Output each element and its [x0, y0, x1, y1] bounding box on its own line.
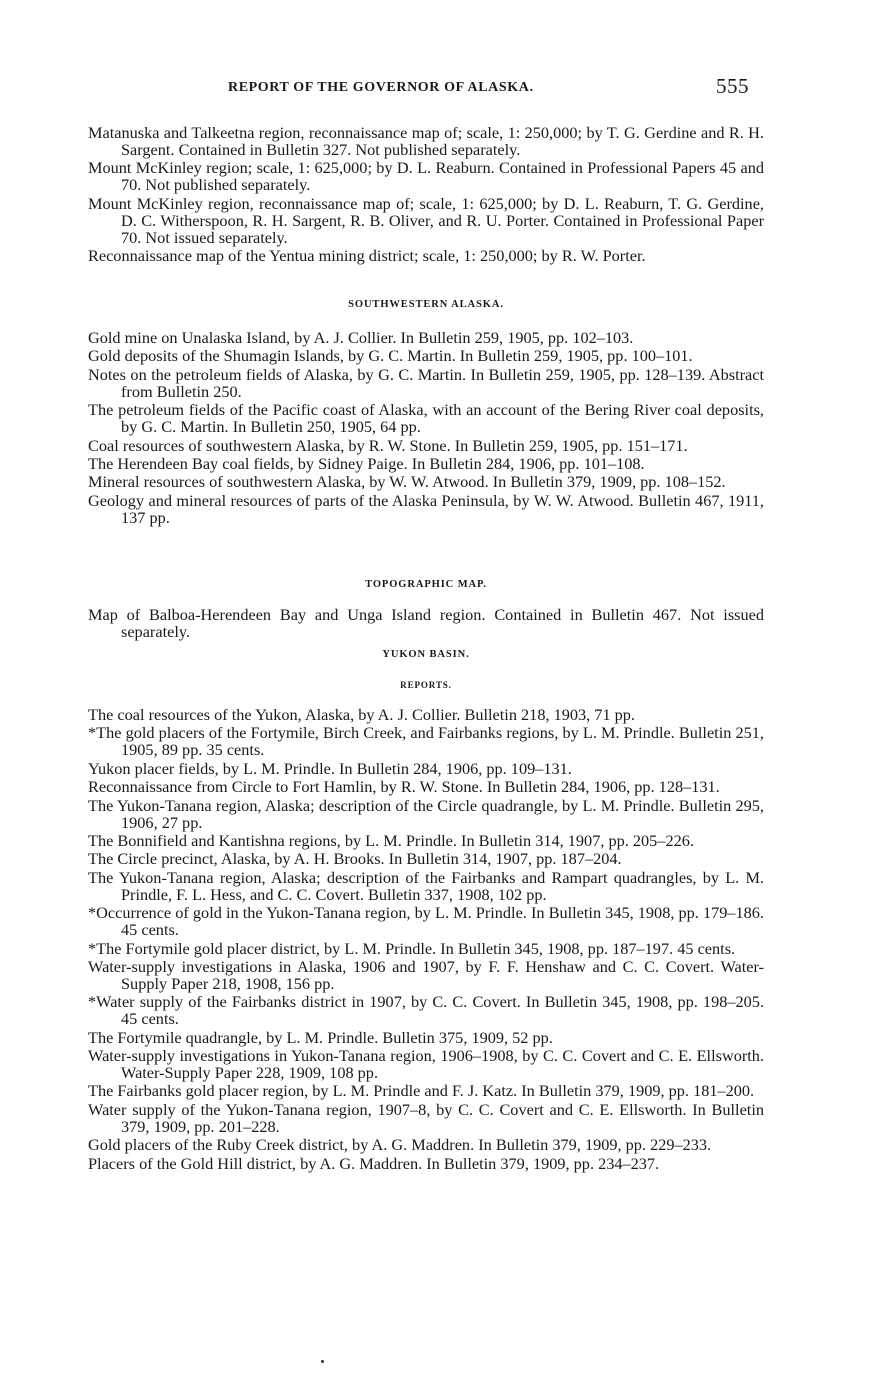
list-item: Gold placers of the Ruby Creek district, by A. G. Maddren. In Bulletin 379, 1909, pp. 229–233. [88, 1135, 712, 1155]
list-item: The Bonnifield and Kantishna regions, by L. M. Prindle. In Bulletin 314, 1907, pp. 205–226. [88, 830, 694, 850]
list-item: Mount McKinley region, reconnaissance map of; scale, 1: 625,000; by D. L. Reaburn, T. G. Gerdine, D. C. Witherspoon, R. H. Sargent, R. B. Oliver, and R. U. Porter. Contained in Professional Paper 70. Not issued separately. [88, 193, 764, 247]
section-heading-topographic: TOPOGRAPHIC MAP. [365, 579, 487, 590]
list-item: Geology and mineral resources of parts of the Alaska Peninsula, by W. W. Atwood. Bulletin 467, 1911, 137 pp. [88, 490, 764, 527]
list-item: *Occurrence of gold in the Yukon-Tanana region, by L. M. Prindle. In Bulletin 345, 1908, pp. 179–186. 45 cents. [88, 903, 764, 940]
southwestern-heading-wrap [88, 298, 764, 312]
list-item: Gold deposits of the Shumagin Islands, by G. C. Martin. In Bulletin 259, 1905, pp. 100–101. [88, 346, 693, 366]
list-item: Reconnaissance from Circle to Fort Hamlin, by R. W. Stone. In Bulletin 284, 1906, pp. 128–131. [88, 777, 720, 797]
section-subheading-reports: REPORTS. [400, 680, 452, 690]
list-item: The Circle precinct, Alaska, by A. H. Brooks. In Bulletin 314, 1907, pp. 187–204. [88, 849, 622, 869]
list-item: The Herendeen Bay coal fields, by Sidney Paige. In Bulletin 284, 1906, pp. 101–108. [88, 453, 645, 473]
list-item: *Water supply of the Fairbanks district in 1907, by C. C. Covert. In Bulletin 345, 1908, pp. 198–205. 45 cents. [88, 992, 764, 1029]
list-item: The Yukon-Tanana region, Alaska; description of the Circle quadrangle, by L. M. Prindle. Bulletin 295, 1906, 27 pp. [88, 795, 764, 832]
list-item: Coal resources of southwestern Alaska, by R. W. Stone. In Bulletin 259, 1905, pp. 151–171. [88, 435, 688, 455]
list-item: Notes on the petroleum fields of Alaska, by G. C. Martin. In Bulletin 259, 1905, pp. 128–139. Abstract from Bulletin 250. [88, 364, 764, 401]
list-item: The Yukon-Tanana region, Alaska; description of the Fairbanks and Rampart quadrangles, by L. M. Prindle, F. L. Hess, and C. C. Covert. Bulletin 337, 1908, 102 pp. [88, 867, 764, 904]
yukon-heading-wrap [88, 648, 764, 662]
list-item: Water supply of the Yukon-Tanana region, 1907–8, by C. C. Covert and C. E. Ellsworth. In Bulletin 379, 1909, pp. 201–228. [88, 1099, 764, 1136]
list-item: Reconnaissance map of the Yentua mining district; scale, 1: 250,000; by R. W. Porter. [88, 246, 646, 266]
list-item: *The gold placers of the Fortymile, Birch Creek, and Fairbanks regions, by L. M. Prindle. Bulletin 251, 1905, 89 pp. 35 cents. [88, 723, 764, 760]
list-item: Water-supply investigations in Alaska, 1906 and 1907, by F. F. Henshaw and C. C. Covert. Water-Supply Paper 218, 1908, 156 pp. [88, 956, 764, 993]
list-item: Placers of the Gold Hill district, by A. G. Maddren. In Bulletin 379, 1909, pp. 234–237. [88, 1153, 660, 1173]
list-item: Map of Balboa-Herendeen Bay and Unga Island region. Contained in Bulletin 467. Not issued separately. [88, 605, 764, 641]
list-item: The Fairbanks gold placer region, by L. M. Prindle and F. J. Katz. In Bulletin 379, 1909, pp. 181–200. [88, 1081, 755, 1101]
yukon-entries [88, 706, 764, 1173]
scan-speck [321, 1360, 324, 1363]
topographic-heading-wrap [88, 578, 764, 592]
topographic-entries [88, 606, 764, 641]
list-item: Gold mine on Unalaska Island, by A. J. Collier. In Bulletin 259, 1905, pp. 102–103. [88, 328, 634, 347]
list-item: Yukon placer fields, by L. M. Prindle. In Bulletin 284, 1906, pp. 109–131. [88, 758, 572, 778]
list-item: The Fortymile quadrangle, by L. M. Prindle. Bulletin 375, 1909, 52 pp. [88, 1027, 553, 1047]
southwestern-entries [88, 329, 764, 527]
list-item: Matanuska and Talkeetna region, reconnaissance map of; scale, 1: 250,000; by T. G. Gerdine and R. H. Sargent. Contained in Bulletin 327. Not published separately. [88, 123, 764, 159]
list-item: The petroleum fields of the Pacific coast of Alaska, with an account of the Bering River coal deposits, by G. C. Martin. In Bulletin 250, 1905, 64 pp. [88, 400, 764, 437]
list-item: Water-supply investigations in Yukon-Tanana region, 1906–1908, by C. C. Covert and C. E. Ellsworth. Water-Supply Paper 228, 1909, 108 pp. [88, 1046, 764, 1083]
page-number: 555 [716, 74, 749, 98]
list-item: Mineral resources of southwestern Alaska, by W. W. Atwood. In Bulletin 379, 1909, pp. 108–152. [88, 472, 726, 492]
section-heading-yukon: YUKON BASIN. [382, 649, 470, 660]
top-entries [88, 124, 764, 266]
list-item: The coal resources of the Yukon, Alaska, by A. J. Collier. Bulletin 218, 1903, 71 pp. [88, 705, 636, 724]
list-item: *The Fortymile gold placer district, by L. M. Prindle. In Bulletin 345, 1908, pp. 187–197. 45 cents. [88, 938, 736, 958]
list-item: Mount McKinley region; scale, 1: 625,000; by D. L. Reaburn. Contained in Professional Papers 45 and 70. Not published separately. [88, 158, 764, 195]
section-heading-southwestern: SOUTHWESTERN ALASKA. [348, 299, 504, 310]
running-header: REPORT OF THE GOVERNOR OF ALASKA. [228, 80, 534, 95]
yukon-subheading-wrap [88, 678, 764, 692]
